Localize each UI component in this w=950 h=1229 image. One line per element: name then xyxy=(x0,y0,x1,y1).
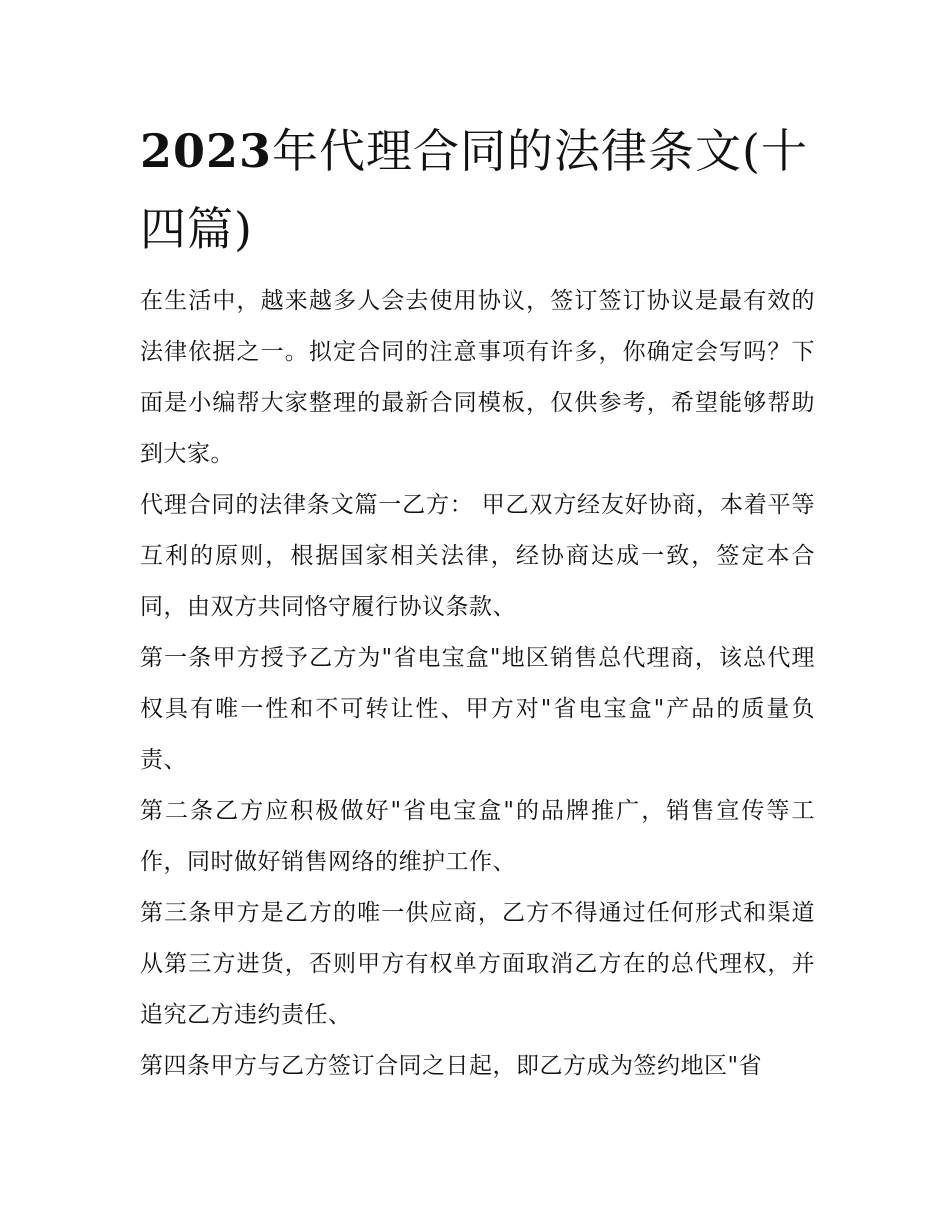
document-title xyxy=(140,112,820,268)
paragraph-article-2: 第二条乙方应积极做好"省电宝盒"的品牌推广，销售宣传等工作，同时做好销售网络的维护工作、 xyxy=(140,798,815,875)
paragraph-article-3: 第三条甲方是乙方的唯一供应商，乙方不得通过任何形式和渠道从第三方进货，否则甲方有权单方面取消乙方在的总代理权，并追究乙方违约责任、 xyxy=(140,900,815,1028)
paragraph-article-4: 第四条甲方与乙方签订合同之日起，即乙方成为签约地区"省 xyxy=(140,1053,763,1079)
title-text: 年代理合同的法律条文(十四篇) xyxy=(140,124,808,256)
intro-paragraph: 在生活中，越来越多人会去使用协议，签订签订协议是最有效的法律依据之一。拟定合同的注意事项有许多，你确定会写吗？下面是小编帮大家整理的最新合同模板，仅供参考，希望能够帮助到大家。 xyxy=(140,288,815,467)
title-year: 2023 xyxy=(140,124,273,178)
document-body xyxy=(140,276,815,1092)
paragraph-chapter-one: 代理合同的法律条文篇一乙方： 甲乙双方经友好协商，本着平等互利的原则，根据国家相关法律，经协商达成一致，签定本合同，由双方共同恪守履行协议条款、 xyxy=(140,492,815,620)
paragraph-article-1: 第一条甲方授予乙方为"省电宝盒"地区销售总代理商，该总代理权具有唯一性和不可转让性、甲方对"省电宝盒"产品的质量负责、 xyxy=(140,645,815,773)
